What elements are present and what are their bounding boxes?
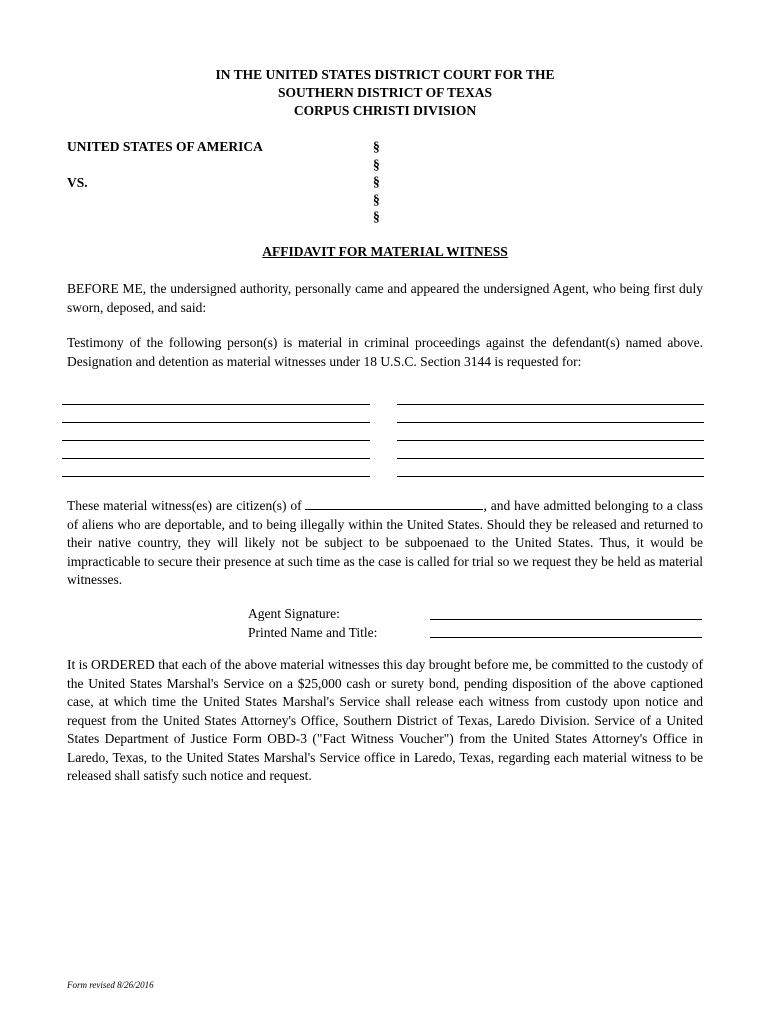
versus-label: VS. <box>67 175 88 190</box>
printed-name-field[interactable] <box>430 637 702 638</box>
witness-name-field[interactable] <box>397 440 704 441</box>
plaintiff-name: UNITED STATES OF AMERICA <box>67 139 263 154</box>
witness-name-field[interactable] <box>397 422 704 423</box>
affidavit-title: AFFIDAVIT FOR MATERIAL WITNESS <box>262 244 508 259</box>
section-mark: § <box>373 191 380 207</box>
witness-name-field[interactable] <box>62 458 370 459</box>
case-caption <box>67 138 263 192</box>
section-mark: § <box>373 156 380 172</box>
section-mark: § <box>373 174 380 190</box>
order-paragraph: It is ORDERED that each of the above material witnesses this day brought before me, be committed to the custody of the United States Marshal's Service on a $25,000 cash or surety bond, pending disposition of the above captioned case, at which time the United States Marshal's Service shall release each witness from custody upon notice and request from the United States Attorney's Office, Southern District of Texas, Laredo Division. Service of a United States Department of Justice Form OBD-3 ("Fact Witness Voucher") from the United States Attorney's Office in Laredo, Texas, to the United States Marshal's Service office in Laredo, Texas, regarding each material witness to be released shall satisfy such notice and request. <box>67 657 703 783</box>
court-line-3: CORPUS CHRISTI DIVISION <box>293 103 477 118</box>
printed-name-label: Printed Name and Title: <box>248 625 378 640</box>
citizenship-paragraph <box>67 497 703 590</box>
opening-paragraph: BEFORE ME, the undersigned authority, personally came and appeared the undersigned Agent, who being first duly sworn, deposed, and said: <box>67 281 703 315</box>
witness-name-field[interactable] <box>62 404 370 405</box>
witness-name-field[interactable] <box>62 422 370 423</box>
agent-signature-label: Agent Signature: <box>248 606 340 621</box>
witness-name-field[interactable] <box>397 404 704 405</box>
court-line-2: SOUTHERN DISTRICT OF TEXAS <box>278 85 492 100</box>
form-revision-note: Form revised 8/26/2016 <box>67 980 154 990</box>
testimony-paragraph: Testimony of the following person(s) is material in criminal proceedings against the defendant(s) named above. Designation and detention as material witnesses under 18 U.S.C. Section 3144 is requested for: <box>67 335 703 369</box>
witness-name-field[interactable] <box>62 476 370 477</box>
citizenship-text-before: These material witness(es) are citizen(s) of <box>67 498 306 513</box>
agent-signature-field[interactable] <box>430 619 702 620</box>
section-marks <box>373 138 380 226</box>
citizenship-text-after: , and have admitted belonging to a class of aliens who are deportable, and to being illegally within the United States. Should they be released and returned to their native country, they will likely not be subject to be subpoenaed to the United States. Thus, it would be impracticable to secure their presence at such time as the case is called for trial so we request they be held as material witnesses. <box>67 498 703 587</box>
section-mark: § <box>373 209 380 225</box>
court-line-1: IN THE UNITED STATES DISTRICT COURT FOR THE <box>215 67 555 82</box>
witness-name-field[interactable] <box>397 476 704 477</box>
citizenship-field[interactable] <box>305 498 483 510</box>
court-heading <box>0 66 770 120</box>
signature-block <box>248 604 377 642</box>
section-mark: § <box>373 139 380 154</box>
witness-name-field[interactable] <box>397 458 704 459</box>
witness-name-field[interactable] <box>62 440 370 441</box>
